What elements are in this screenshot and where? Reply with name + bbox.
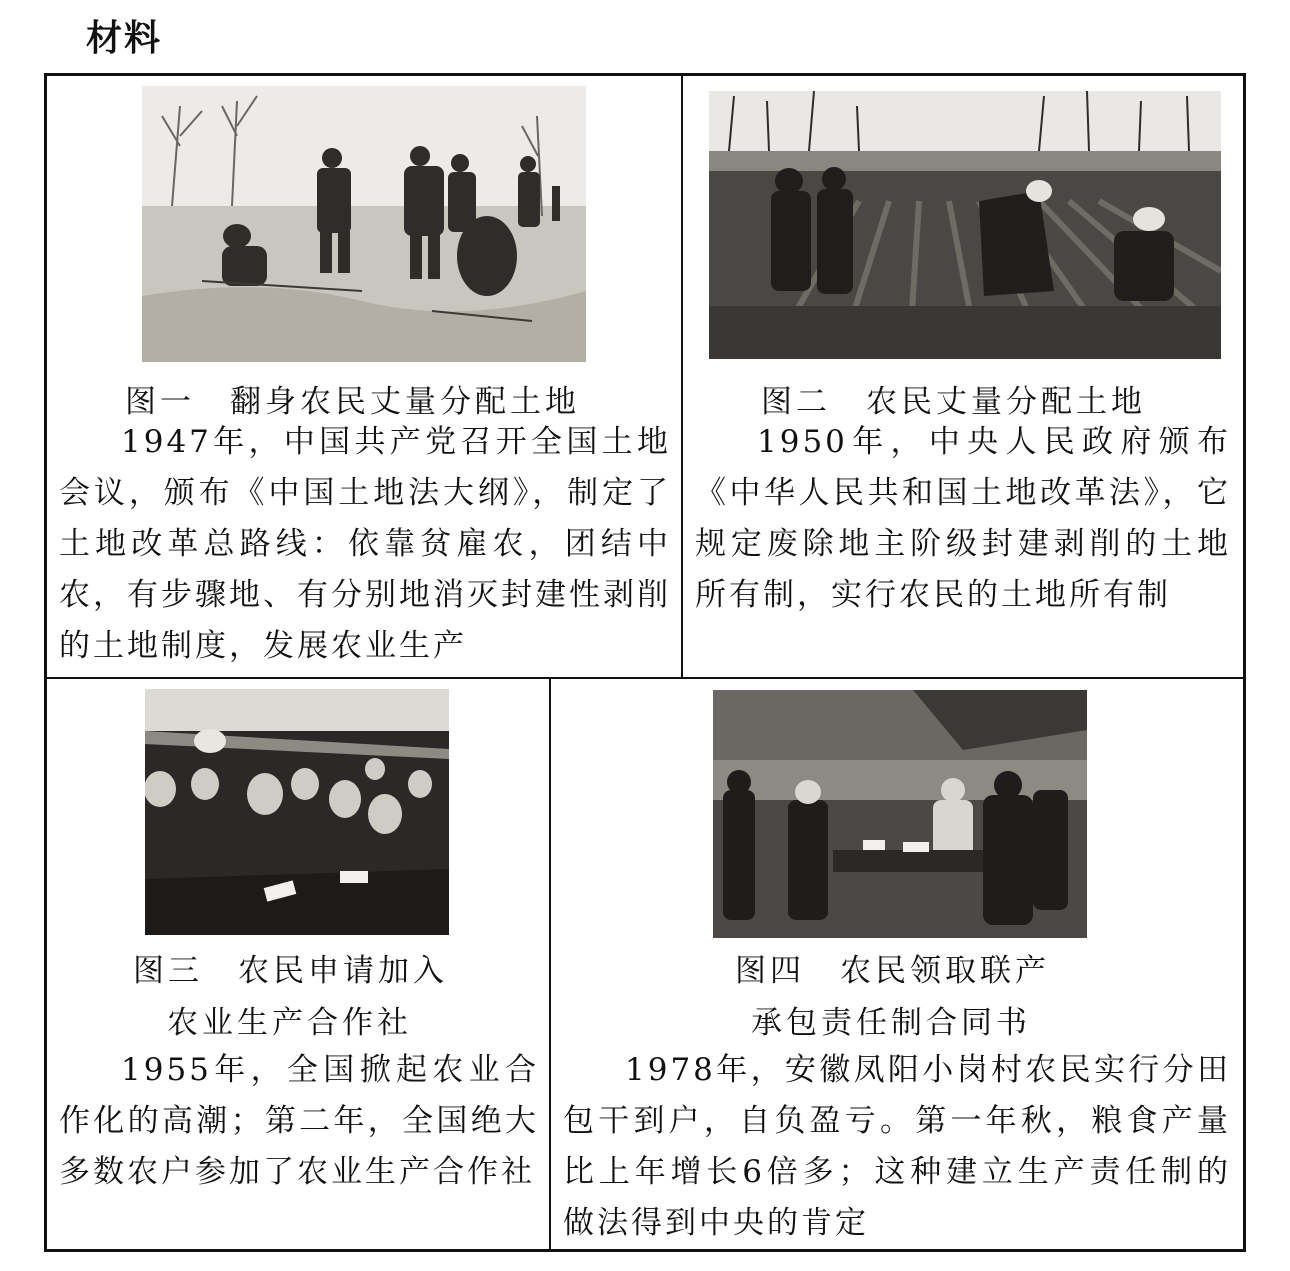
material-heading: 材料: [86, 18, 163, 59]
panel-2-caption: 图二 农民丈量分配土地: [761, 384, 1146, 420]
photo-cooperative-application-1955: [145, 689, 449, 935]
panel-2-text: 1950年，中央人民政府颁布《中华人民共和国土地改革法》，它规定废除地主阶级封建剥削的土地所有制，实行农民的土地所有制: [695, 424, 1231, 613]
photo-land-distribution-1950: [709, 91, 1221, 359]
panel-1-caption: 图一 翻身农民丈量分配土地: [125, 384, 580, 420]
panel-4: [551, 679, 1243, 1249]
panel-3-text: 1955年，全国掀起农业合作化的高潮；第二年，全国绝大多数农户参加了农业生产合作社: [59, 1052, 539, 1190]
panel-4-text: 1978年，安徽凤阳小岗村农民实行分田包干到户，自负盈亏。第一年秋，粮食产量比上年增长6倍多；这种建立生产责任制的做法得到中央的肯定: [563, 1052, 1231, 1241]
panel-3-caption-line2: 农业生产合作社: [167, 1005, 412, 1041]
panel-3-caption: 图三 农民申请加入: [133, 953, 448, 989]
materials-table: [44, 73, 1246, 1252]
panel-4-caption-line2: 承包责任制合同书: [751, 1005, 1031, 1041]
panel-2: [683, 76, 1243, 677]
panel-3: [47, 679, 549, 1249]
panel-1-text: 1947年，中国共产党召开全国土地会议，颁布《中国土地法大纲》，制定了土地改革总路线：依靠贫雇农，团结中农，有步骤地、有分别地消灭封建性剥削的土地制度，发展农业生产: [59, 424, 671, 664]
panel-4-caption: 图四 农民领取联产: [735, 953, 1050, 989]
photo-land-measuring-1947: [142, 86, 586, 362]
panel-1: [47, 76, 681, 677]
photo-contract-responsibility-1978: [713, 690, 1087, 938]
